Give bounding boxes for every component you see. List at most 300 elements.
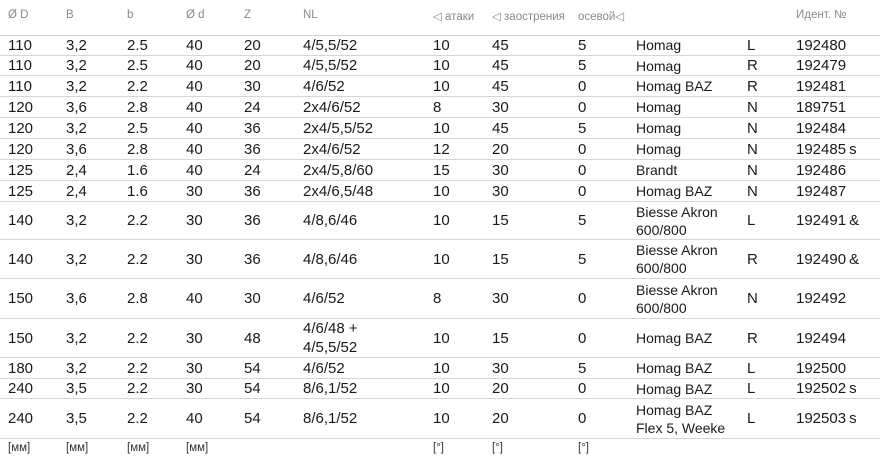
cell-line: 10 bbox=[433, 360, 450, 377]
cell-line: 125 bbox=[8, 162, 34, 179]
ident-suffix: s bbox=[849, 410, 857, 427]
cell-line: 30 bbox=[492, 290, 509, 307]
cell-line: 30 bbox=[244, 78, 261, 95]
table-row bbox=[0, 358, 880, 379]
cell-col-sharpen-angle bbox=[492, 161, 509, 180]
cell-col-nl bbox=[303, 140, 361, 159]
cell-col-attack-angle bbox=[433, 161, 450, 180]
cell-col-d-bore bbox=[186, 359, 203, 378]
cell-line: 125 bbox=[8, 183, 34, 200]
table-row bbox=[0, 56, 880, 76]
cell-line: 20 bbox=[492, 410, 509, 427]
cell-line: 2x4/5,5/52 bbox=[303, 120, 374, 137]
cell-line: Homag bbox=[636, 120, 682, 136]
cell-col-b-lower bbox=[127, 379, 148, 398]
cell-col-nl bbox=[303, 379, 357, 398]
cell-col-b-upper bbox=[66, 379, 87, 398]
cell-line: 3,2 bbox=[66, 37, 87, 54]
cell-line: 3,2 bbox=[66, 57, 87, 74]
cell-col-axial-angle bbox=[578, 289, 586, 308]
unit-col-b-upper: [мм] bbox=[66, 442, 89, 454]
ident-wrap bbox=[796, 98, 861, 117]
cell-col-b-upper bbox=[66, 140, 87, 159]
cell-line: 192500 bbox=[796, 360, 847, 377]
cell-col-axial-angle bbox=[578, 56, 586, 75]
cell-line: 192486 bbox=[796, 162, 847, 179]
ident-wrap bbox=[796, 211, 861, 230]
cell-line: 30 bbox=[186, 380, 203, 397]
header-col-d-outer: Ø D bbox=[8, 9, 29, 21]
cell-col-z bbox=[244, 56, 261, 75]
cell-line: Biesse Akron bbox=[636, 204, 718, 220]
cell-line: 600/800 bbox=[636, 300, 687, 316]
cell-col-attack-angle bbox=[433, 379, 450, 398]
cell-line: N bbox=[747, 99, 758, 116]
cell-line: 192484 bbox=[796, 120, 847, 137]
cell-line: 30 bbox=[186, 251, 203, 268]
cell-line: 2.5 bbox=[127, 37, 148, 54]
cell-line: 192494 bbox=[796, 330, 847, 347]
cell-line: 120 bbox=[8, 141, 34, 158]
table-row bbox=[0, 35, 880, 56]
table-header bbox=[0, 0, 880, 36]
cell-line: 40 bbox=[186, 99, 203, 116]
cell-line: 140 bbox=[8, 212, 34, 229]
cell-line: 20 bbox=[244, 57, 261, 74]
cell-line: Biesse Akron bbox=[636, 242, 718, 258]
cell-line: 45 bbox=[492, 37, 509, 54]
cell-line: 2.5 bbox=[127, 57, 148, 74]
cell-col-z bbox=[244, 182, 261, 201]
cell-line: 2,4 bbox=[66, 162, 87, 179]
table-row bbox=[0, 181, 880, 202]
cell-line: 4/5,5/52 bbox=[303, 57, 358, 74]
cell-line: 3,6 bbox=[66, 99, 87, 116]
cell-line: L bbox=[747, 37, 756, 54]
cell-line: 0 bbox=[578, 78, 587, 95]
cell-line: 24 bbox=[244, 99, 261, 116]
cell-col-z bbox=[244, 289, 261, 308]
cell-col-d-outer bbox=[8, 359, 33, 378]
header-col-attack-angle: ◁ атаки bbox=[433, 11, 475, 23]
cell-line: 36 bbox=[244, 183, 261, 200]
ident-wrap bbox=[796, 359, 861, 378]
cell-line: Flex 5, Weeke bbox=[636, 420, 726, 436]
cell-line: 240 bbox=[8, 410, 34, 427]
cell-line: 150 bbox=[8, 290, 34, 307]
ident-wrap bbox=[796, 289, 861, 308]
cell-col-b-lower bbox=[127, 329, 148, 348]
cell-col-direction bbox=[747, 36, 755, 55]
cell-line: 5 bbox=[578, 251, 587, 268]
cell-line: 150 bbox=[8, 330, 34, 347]
cell-line: 192491 bbox=[796, 212, 847, 229]
cell-col-z bbox=[244, 250, 261, 269]
cell-col-attack-angle bbox=[433, 182, 450, 201]
cell-col-b-lower bbox=[127, 250, 148, 269]
cell-line: 40 bbox=[186, 410, 203, 427]
cell-line: 10 bbox=[433, 78, 450, 95]
cell-col-sharpen-angle bbox=[492, 119, 509, 138]
cell-line: 110 bbox=[8, 57, 32, 74]
cell-line: L bbox=[747, 212, 756, 229]
cell-line: N bbox=[747, 120, 758, 137]
cell-col-machine bbox=[636, 329, 712, 347]
cell-line: 189751 bbox=[796, 99, 847, 116]
cell-line: 2.2 bbox=[127, 380, 148, 397]
cell-col-b-upper bbox=[66, 250, 87, 269]
cell-col-direction bbox=[747, 98, 758, 117]
cell-line: 5 bbox=[578, 212, 587, 229]
cell-col-b-lower bbox=[127, 359, 148, 378]
cell-col-d-outer bbox=[8, 56, 32, 75]
cell-col-d-bore bbox=[186, 140, 203, 159]
cell-col-ident bbox=[796, 36, 861, 55]
cell-col-d-outer bbox=[8, 289, 33, 308]
table-row bbox=[0, 97, 880, 118]
cell-line: 110 bbox=[8, 37, 32, 54]
cell-line: 4/6/52 bbox=[303, 78, 345, 95]
cell-line: 192487 bbox=[796, 183, 847, 200]
table-row bbox=[0, 139, 880, 160]
cell-line: 45 bbox=[492, 57, 509, 74]
cell-col-sharpen-angle bbox=[492, 379, 509, 398]
cell-line: 2x4/6,5/48 bbox=[303, 183, 374, 200]
cell-col-direction bbox=[747, 182, 758, 201]
cell-col-b-lower bbox=[127, 161, 148, 180]
cell-line: 2.2 bbox=[127, 251, 148, 268]
cell-col-machine bbox=[636, 380, 712, 398]
cell-line: Homag bbox=[636, 58, 682, 74]
cell-line: 0 bbox=[578, 141, 587, 158]
cell-line: 4/8,6/46 bbox=[303, 212, 358, 229]
cell-line: 2x4/5,8/60 bbox=[303, 162, 374, 179]
cell-line: 3,6 bbox=[66, 141, 87, 158]
table-row bbox=[0, 202, 880, 240]
cell-col-axial-angle bbox=[578, 161, 586, 180]
cell-col-ident bbox=[796, 98, 861, 117]
cell-line: 30 bbox=[492, 360, 509, 377]
cell-col-machine bbox=[636, 281, 718, 317]
cell-line: Homag bbox=[636, 99, 682, 115]
cell-col-nl bbox=[303, 182, 373, 201]
cell-col-ident bbox=[796, 329, 861, 348]
cell-col-ident bbox=[796, 289, 861, 308]
cell-line: N bbox=[747, 290, 758, 307]
cell-line: 2,4 bbox=[66, 183, 87, 200]
cell-line: 10 bbox=[433, 37, 450, 54]
ident-suffix: & bbox=[849, 212, 860, 229]
unit-col-b-lower: [мм] bbox=[127, 442, 150, 454]
cell-col-attack-angle bbox=[433, 211, 450, 230]
cell-line: 54 bbox=[244, 360, 261, 377]
unit-col-axial-angle: [°] bbox=[578, 442, 589, 454]
cell-line: 36 bbox=[244, 212, 261, 229]
cell-col-d-outer bbox=[8, 161, 33, 180]
cell-col-attack-angle bbox=[433, 329, 450, 348]
cell-col-direction bbox=[747, 250, 758, 269]
cell-col-machine bbox=[636, 359, 712, 377]
cell-col-sharpen-angle bbox=[492, 98, 509, 117]
cell-line: 140 bbox=[8, 251, 34, 268]
cell-col-z bbox=[244, 119, 261, 138]
cell-line: Homag bbox=[636, 141, 682, 157]
cell-line: 12 bbox=[433, 141, 450, 158]
cell-line: 2.2 bbox=[127, 410, 148, 427]
cell-line: 36 bbox=[244, 141, 261, 158]
cell-col-axial-angle bbox=[578, 119, 586, 138]
cell-col-d-bore bbox=[186, 289, 203, 308]
cell-line: R bbox=[747, 78, 758, 95]
cell-line: 45 bbox=[492, 120, 509, 137]
cell-col-sharpen-angle bbox=[492, 56, 509, 75]
cell-col-d-outer bbox=[8, 140, 33, 159]
cell-line: 600/800 bbox=[636, 260, 687, 276]
cell-line: 20 bbox=[244, 37, 261, 54]
cell-col-nl bbox=[303, 211, 357, 230]
cell-col-direction bbox=[747, 56, 758, 75]
cell-line: 8/6,1/52 bbox=[303, 410, 358, 427]
cell-col-nl bbox=[303, 319, 358, 357]
header-col-z: Z bbox=[244, 9, 252, 21]
cell-line: 180 bbox=[8, 360, 34, 377]
cell-col-axial-angle bbox=[578, 182, 586, 201]
cell-col-d-bore bbox=[186, 98, 203, 117]
cell-col-nl bbox=[303, 56, 357, 75]
cell-col-b-lower bbox=[127, 182, 148, 201]
cell-line: 3,5 bbox=[66, 380, 87, 397]
cell-line: 5 bbox=[578, 57, 587, 74]
cell-col-nl bbox=[303, 409, 357, 428]
cell-line: 110 bbox=[8, 78, 32, 95]
cell-col-d-bore bbox=[186, 77, 203, 96]
cell-col-sharpen-angle bbox=[492, 77, 509, 96]
cell-col-d-bore bbox=[186, 119, 203, 138]
ident-suffix: & bbox=[849, 251, 860, 268]
cell-col-b-upper bbox=[66, 359, 87, 378]
cell-col-z bbox=[244, 359, 261, 378]
cell-col-nl bbox=[303, 98, 361, 117]
cell-line: 3,2 bbox=[66, 212, 87, 229]
cell-line: 5 bbox=[578, 360, 587, 377]
cell-line: N bbox=[747, 183, 758, 200]
cell-line: 3,2 bbox=[66, 330, 87, 347]
cell-col-ident bbox=[796, 140, 861, 159]
cell-line: 30 bbox=[492, 183, 509, 200]
cell-col-ident bbox=[796, 379, 861, 398]
table-row bbox=[0, 118, 880, 139]
cell-col-attack-angle bbox=[433, 119, 450, 138]
cell-line: 30 bbox=[492, 162, 509, 179]
cell-line: 15 bbox=[492, 251, 509, 268]
cell-col-axial-angle bbox=[578, 211, 586, 230]
cell-col-b-upper bbox=[66, 36, 87, 55]
cell-line: 15 bbox=[433, 162, 450, 179]
cell-line: 240 bbox=[8, 380, 34, 397]
cell-col-z bbox=[244, 379, 261, 398]
cell-line: 4/5,5/52 bbox=[303, 339, 358, 356]
cell-col-nl bbox=[303, 36, 357, 55]
cell-col-sharpen-angle bbox=[492, 250, 509, 269]
cell-line: 0 bbox=[578, 99, 587, 116]
cell-line: 3,2 bbox=[66, 120, 87, 137]
cell-line: 2.8 bbox=[127, 290, 148, 307]
cell-col-ident bbox=[796, 161, 861, 180]
cell-line: N bbox=[747, 162, 758, 179]
cell-col-axial-angle bbox=[578, 250, 586, 269]
cell-line: 45 bbox=[492, 78, 509, 95]
cell-line: 192479 bbox=[796, 57, 847, 74]
ident-wrap bbox=[796, 379, 861, 398]
cell-col-sharpen-angle bbox=[492, 211, 509, 230]
cell-col-b-upper bbox=[66, 56, 87, 75]
table-row bbox=[0, 319, 880, 358]
cell-col-attack-angle bbox=[433, 409, 450, 428]
cell-col-ident bbox=[796, 211, 861, 230]
cell-line: L bbox=[747, 410, 756, 427]
cell-col-d-outer bbox=[8, 329, 33, 348]
cell-line: 30 bbox=[186, 330, 203, 347]
cell-col-z bbox=[244, 36, 261, 55]
cell-col-machine bbox=[636, 57, 681, 75]
header-col-sharpen-angle: ◁ заострения bbox=[492, 11, 565, 23]
ident-wrap bbox=[796, 409, 861, 428]
table-row bbox=[0, 279, 880, 319]
header-col-nl: NL bbox=[303, 9, 318, 21]
ident-suffix: s bbox=[849, 141, 857, 158]
cell-line: R bbox=[747, 57, 758, 74]
cell-line: 4/6/48 + bbox=[303, 320, 358, 337]
cell-line: 4/6/52 bbox=[303, 290, 345, 307]
cell-col-attack-angle bbox=[433, 359, 450, 378]
ident-wrap bbox=[796, 77, 861, 96]
cell-col-z bbox=[244, 161, 261, 180]
cell-line: R bbox=[747, 330, 758, 347]
unit-col-attack-angle: [°] bbox=[433, 442, 444, 454]
cell-col-machine bbox=[636, 161, 677, 179]
cell-col-d-bore bbox=[186, 56, 203, 75]
cell-line: 120 bbox=[8, 120, 34, 137]
cell-line: 192485 bbox=[796, 141, 847, 158]
cell-line: 3,2 bbox=[66, 78, 87, 95]
cell-line: 30 bbox=[186, 212, 203, 229]
cell-line: 30 bbox=[186, 183, 203, 200]
cell-line: 10 bbox=[433, 212, 450, 229]
unit-col-d-bore: [мм] bbox=[186, 442, 209, 454]
cell-line: 4/5,5/52 bbox=[303, 37, 358, 54]
cell-col-machine bbox=[636, 140, 681, 158]
cell-line: 192490 bbox=[796, 251, 847, 268]
cell-col-d-bore bbox=[186, 36, 203, 55]
table-row bbox=[0, 76, 880, 97]
cell-col-nl bbox=[303, 77, 345, 96]
cell-line: 36 bbox=[244, 251, 261, 268]
cell-line: 10 bbox=[433, 330, 450, 347]
cell-col-b-upper bbox=[66, 289, 87, 308]
cell-line: L bbox=[747, 380, 756, 397]
cell-col-nl bbox=[303, 161, 373, 180]
cell-col-z bbox=[244, 77, 261, 96]
cell-line: Homag BAZ bbox=[636, 183, 713, 199]
cell-col-d-bore bbox=[186, 182, 203, 201]
table-row bbox=[0, 160, 880, 181]
cell-col-direction bbox=[747, 211, 755, 230]
header-col-b-upper: B bbox=[66, 9, 74, 21]
ident-wrap bbox=[796, 329, 861, 348]
cell-line: 10 bbox=[433, 183, 450, 200]
cell-line: 2.2 bbox=[127, 78, 148, 95]
cell-col-d-bore bbox=[186, 409, 203, 428]
cell-line: 40 bbox=[186, 78, 203, 95]
cell-col-z bbox=[244, 140, 261, 159]
cell-col-machine bbox=[636, 401, 725, 437]
cell-line: 8 bbox=[433, 290, 442, 307]
cell-line: 30 bbox=[492, 99, 509, 116]
cell-line: 0 bbox=[578, 162, 587, 179]
units-row bbox=[0, 440, 880, 466]
cell-line: 192480 bbox=[796, 37, 847, 54]
cell-col-b-lower bbox=[127, 211, 148, 230]
cell-line: 192492 bbox=[796, 290, 847, 307]
cell-col-direction bbox=[747, 379, 755, 398]
header-col-b-lower: b bbox=[127, 9, 134, 21]
cell-col-d-outer bbox=[8, 409, 33, 428]
cell-line: N bbox=[747, 141, 758, 158]
cell-line: Homag BAZ bbox=[636, 78, 713, 94]
cell-line: 0 bbox=[578, 380, 587, 397]
cell-col-d-bore bbox=[186, 379, 203, 398]
cell-col-b-lower bbox=[127, 140, 148, 159]
cell-col-attack-angle bbox=[433, 77, 450, 96]
unit-col-d-outer: [мм] bbox=[8, 442, 31, 454]
cell-col-direction bbox=[747, 289, 758, 308]
cell-line: Homag BAZ bbox=[636, 381, 713, 397]
cell-col-ident bbox=[796, 56, 861, 75]
cell-col-sharpen-angle bbox=[492, 329, 509, 348]
cell-col-sharpen-angle bbox=[492, 36, 509, 55]
cell-line: 192502 bbox=[796, 380, 847, 397]
cell-col-machine bbox=[636, 119, 681, 137]
cell-line: 24 bbox=[244, 162, 261, 179]
ident-wrap bbox=[796, 250, 861, 269]
cell-col-d-outer bbox=[8, 182, 33, 201]
cell-col-b-upper bbox=[66, 182, 87, 201]
cell-line: 10 bbox=[433, 251, 450, 268]
cell-line: 40 bbox=[186, 290, 203, 307]
header-col-d-bore: Ø d bbox=[186, 9, 205, 21]
cell-col-axial-angle bbox=[578, 36, 586, 55]
header-col-ident: Идент. № bbox=[796, 9, 847, 21]
cell-col-ident bbox=[796, 77, 861, 96]
cell-col-ident bbox=[796, 182, 861, 201]
cell-line: 10 bbox=[433, 57, 450, 74]
cell-line: 3,2 bbox=[66, 251, 87, 268]
cell-col-b-lower bbox=[127, 98, 148, 117]
cell-col-z bbox=[244, 211, 261, 230]
cell-line: Homag BAZ bbox=[636, 330, 713, 346]
cell-col-axial-angle bbox=[578, 359, 586, 378]
cell-col-d-bore bbox=[186, 329, 203, 348]
cell-col-machine bbox=[636, 36, 681, 54]
cell-col-axial-angle bbox=[578, 379, 586, 398]
cell-col-direction bbox=[747, 140, 758, 159]
cell-line: 2.8 bbox=[127, 141, 148, 158]
cell-line: 10 bbox=[433, 410, 450, 427]
cell-col-direction bbox=[747, 409, 755, 428]
cell-line: Biesse Akron bbox=[636, 282, 718, 298]
cell-col-b-upper bbox=[66, 77, 87, 96]
cell-col-ident bbox=[796, 250, 861, 269]
